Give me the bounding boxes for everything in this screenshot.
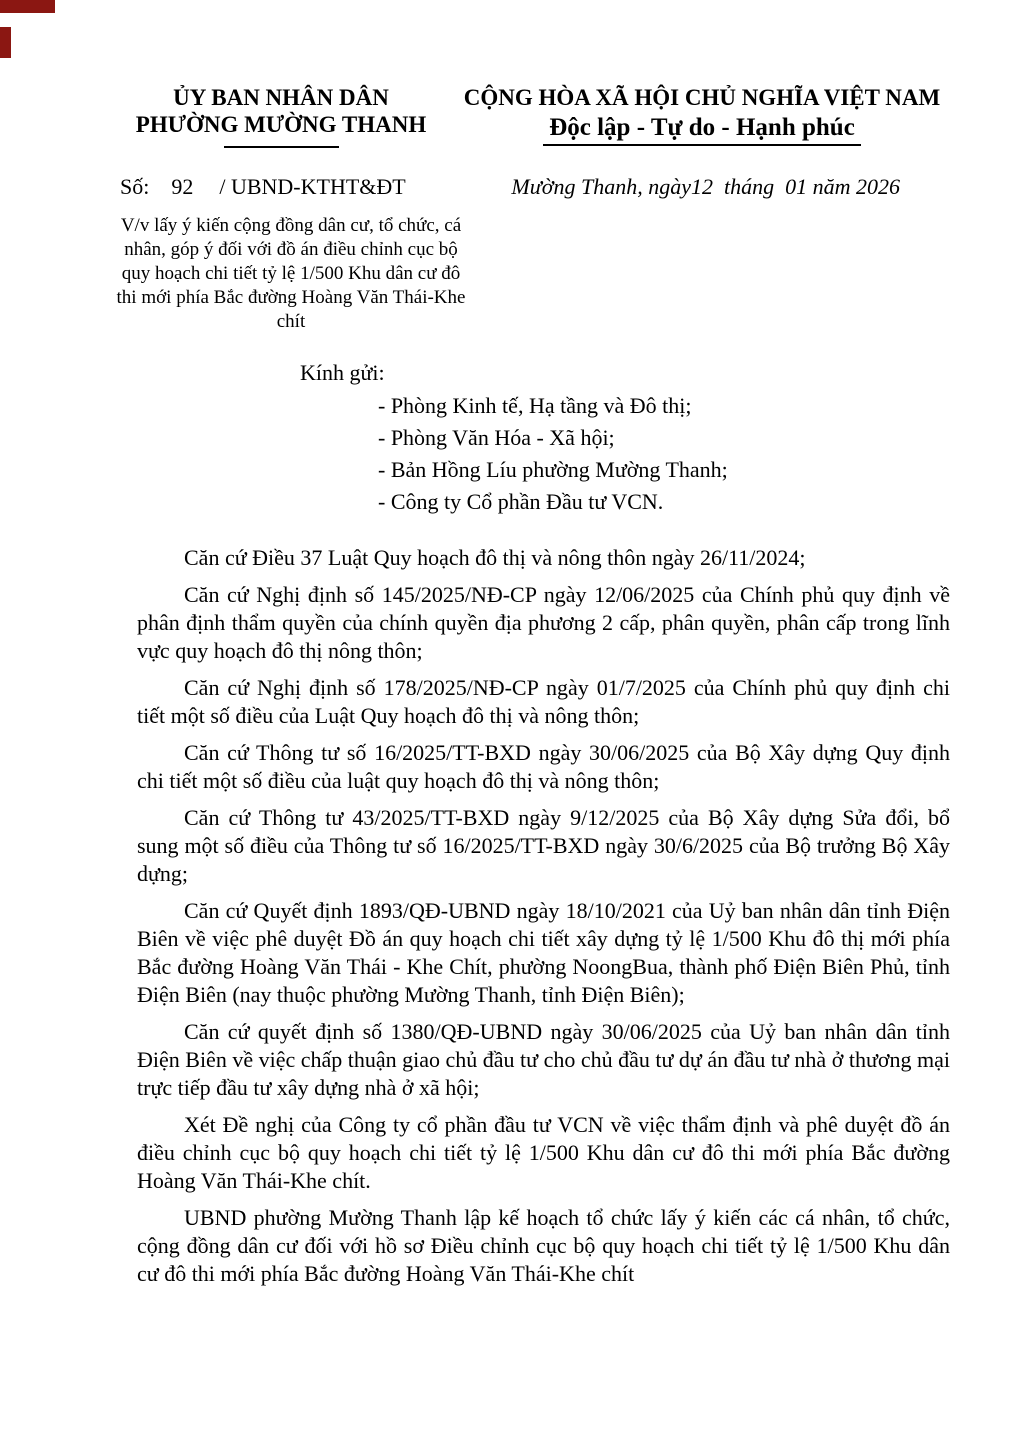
recipient-item: - Bản Hồng Líu phường Mường Thanh; xyxy=(378,457,728,482)
recipient-item: - Công ty Cổ phần Đầu tư VCN. xyxy=(378,489,664,514)
national-motto: Độc lập - Tự do - Hạnh phúc xyxy=(543,113,861,146)
body-paragraph: UBND phường Mường Thanh lập kế hoạch tổ chức lấy ý kiến các cá nhân, tổ chức, cộng đồng dân cư đối với hồ sơ Điều chỉnh cục bộ quy hoạch chi tiết tỷ lệ 1/500 Khu dân cư đô thi mới phía Bắc đường Hoàng Văn Thái-Khe chít xyxy=(137,1205,950,1286)
salutation-label: Kính gửi: xyxy=(300,360,385,385)
body-paragraph: Căn cứ Điều 37 Luật Quy hoạch đô thị và nông thôn ngày 26/11/2024; xyxy=(184,545,806,570)
document-subject: V/v lấy ý kiến cộng đồng dân cư, tổ chức, cá nhân, góp ý đối với đồ án điều chỉnh cục bộ quy hoạch chi tiết tỷ lệ 1/500 Khu dân cư đô thi mới phía Bắc đường Hoàng Văn Thái-Khe chít xyxy=(116,215,466,332)
document-number-suffix: / UBND-KTHT&ĐT xyxy=(219,174,406,199)
document-number-value: 92 xyxy=(171,174,194,199)
meta-row xyxy=(120,174,900,200)
document-body xyxy=(137,544,950,1288)
recipient-list xyxy=(378,390,1024,518)
authority-name: PHƯỜNG MƯỜNG THANH xyxy=(135,112,427,137)
body-paragraph: Căn cứ Nghị định số 145/2025/NĐ-CP ngày 12/06/2025 của Chính phủ quy định về phân định thẩm quyền của chính quyền địa phương 2 cấp, phân quyền, phân cấp trong lĩnh vực quy hoạch đô thị nông thôn; xyxy=(137,582,950,663)
document-header xyxy=(0,0,1024,148)
recipient-item: - Phòng Kinh tế, Hạ tầng và Đô thị; xyxy=(378,393,692,418)
scan-mark-left xyxy=(0,27,11,58)
authority-parent-name: ỦY BAN NHÂN DÂN xyxy=(173,85,389,110)
national-title: CỘNG HÒA XÃ HỘI CHỦ NGHĨA VIỆT NAM xyxy=(463,85,941,110)
national-header-block xyxy=(450,84,954,148)
document-number xyxy=(120,174,406,200)
body-paragraph: Căn cứ Thông tư 43/2025/TT-BXD ngày 9/12/2025 của Bộ Xây dựng Sửa đổi, bổ sung một số điều của Thông tư số 16/2025/TT-BXD ngày 30/6/2025 của Bộ trưởng Bộ Xây dựng; xyxy=(137,805,950,886)
body-paragraph: Căn cứ Nghị định số 178/2025/NĐ-CP ngày 01/7/2025 của Chính phủ quy định chi tiết một số điều của Luật Quy hoạch đô thị và nông thôn; xyxy=(137,675,950,728)
document-number-label: Số: xyxy=(120,174,150,199)
body-paragraph: Căn cứ Thông tư số 16/2025/TT-BXD ngày 30/06/2025 của Bộ Xây dựng Quy định chi tiết một số điều của luật quy hoạch đô thị và nông thôn; xyxy=(137,740,950,793)
dateline: Mường Thanh, ngày12 tháng 01 năm 2026 xyxy=(511,174,900,199)
scan-mark-top xyxy=(0,0,55,13)
issuing-authority-block xyxy=(112,84,450,148)
body-paragraph: Xét Đề nghị của Công ty cổ phần đầu tư VCN về việc thẩm định và phê duyệt đồ án điều chỉnh cục bộ quy hoạch chi tiết tỷ lệ 1/500 Khu dân cư đô thi mới phía Bắc đường Hoàng Văn Thái-Khe chít. xyxy=(137,1112,950,1193)
body-paragraph: Căn cứ quyết định số 1380/QĐ-UBND ngày 30/06/2025 của Uỷ ban nhân dân tỉnh Điện Biên về việc chấp thuận giao chủ đầu tư cho chủ đầu tư dự án đầu tư nhà ở thương mại trực tiếp đầu tư xây dựng nhà ở xã hội; xyxy=(137,1019,950,1100)
recipient-item: - Phòng Văn Hóa - Xã hội; xyxy=(378,425,615,450)
authority-underline xyxy=(224,146,339,148)
body-paragraph: Căn cứ Quyết định 1893/QĐ-UBND ngày 18/10/2021 của Uỷ ban nhân dân tỉnh Điện Biên về việc phê duyệt Đồ án quy hoạch chi tiết xây dựng tỷ lệ 1/500 Khu đô thị mới phía Bắc đường Hoàng Văn Thái - Khe Chít, phường NoongBua, thành phố Điện Biên Phủ, tỉnh Điện Biên (nay thuộc phường Mường Thanh, tỉnh Điện Biên); xyxy=(137,898,950,1007)
